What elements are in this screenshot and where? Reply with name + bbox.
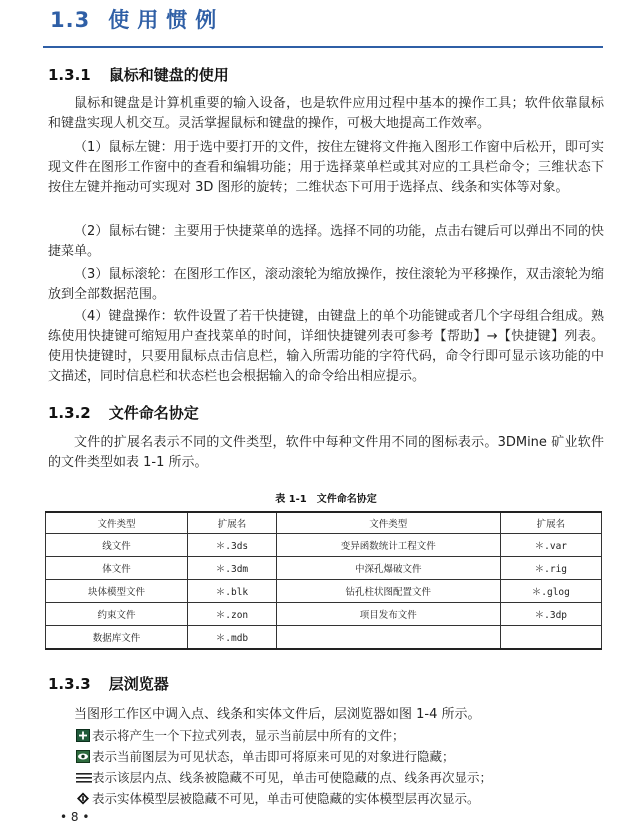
table-cell: 块体模型文件	[46, 580, 188, 603]
page-number: • 8 •	[60, 810, 90, 824]
table-cell	[276, 626, 500, 650]
table-row	[46, 580, 602, 603]
table-caption: 表 1-1 文件命名协定	[275, 494, 377, 505]
hidden-solid-icon	[76, 791, 90, 804]
table-cell: 数据库文件	[46, 626, 188, 650]
list-item-text: 表示将产生一个下拉式列表，显示当前层中所有的文件；	[92, 728, 405, 743]
paragraph-file-types: 文件的扩展名表示不同的文件类型，软件中每种文件用不同的图标表示。3DMine 矿业软件的文件类型如表 1-1 所示。	[48, 435, 604, 470]
list-item	[76, 726, 405, 746]
table-row	[46, 603, 602, 626]
subsection-number: 1.3.2	[48, 404, 91, 422]
hidden-lines-icon	[76, 770, 90, 783]
table-header-row	[46, 512, 602, 534]
paragraph-intro: 鼠标和键盘是计算机重要的输入设备，也是软件应用过程中基本的操作工具；软件依靠鼠标和键盘实现人机交互。灵活掌握鼠标和键盘的操作，可极大地提高工作效率。	[48, 96, 604, 131]
subsection-number: 1.3.1	[48, 66, 91, 84]
table-cell: 钻孔柱状图配置文件	[276, 580, 500, 603]
table-cell: 变异函数统计工程文件	[276, 534, 500, 557]
header-extension: 扩展名	[500, 512, 601, 534]
table-cell: 中深孔爆破文件	[276, 557, 500, 580]
list-item	[76, 747, 455, 767]
header-extension: 扩展名	[187, 512, 276, 534]
table-row	[46, 626, 602, 650]
section-number: 1.3	[50, 8, 91, 32]
paragraph-left-button: （1）鼠标左键：用于选中要打开的文件，按住左键将文件拖入图形工作窗中后松开，即可实现文件在图形工作窗中的查看和编辑功能；用于选择菜单栏或其对应的工具栏命令；三维状态下按住左键并拖动可实现对 3D 图形的旋转；二维状态下可用于选择点、线条和实体等对象。	[48, 140, 604, 195]
section-title: 使用惯例	[108, 8, 225, 32]
list-item	[76, 789, 480, 809]
table-cell: ＊.3dp	[500, 603, 601, 626]
table-cell: 体文件	[46, 557, 188, 580]
table-cell: ＊.rig	[500, 557, 601, 580]
paragraph-layer-browser: 当图形工作区中调入点、线条和实体文件后，层浏览器如图 1-4 所示。	[74, 707, 481, 722]
table-cell: ＊.3dm	[187, 557, 276, 580]
subsection-title: 文件命名协定	[108, 404, 199, 422]
eye-icon	[76, 749, 90, 762]
table-cell: ＊.mdb	[187, 626, 276, 650]
header-file-type: 文件类型	[46, 512, 188, 534]
table-cell	[500, 626, 601, 650]
table-cell: 线文件	[46, 534, 188, 557]
list-item-text: 表示实体模型层被隐藏不可见，单击可使隐藏的实体模型层再次显示。	[92, 791, 480, 806]
plus-box-icon	[76, 728, 90, 741]
list-item-text: 表示该层内点、线条被隐藏不可见，单击可使隐藏的点、线条再次显示；	[92, 770, 493, 785]
paragraph-right-button: （2）鼠标右键：主要用于快捷菜单的选择。选择不同的功能，点击右键后可以弹出不同的快捷菜单。	[48, 224, 604, 259]
paragraph-scroll-wheel: （3）鼠标滚轮：在图形工作区，滚动滚轮为缩放操作，按住滚轮为平移操作，双击滚轮为缩放到全部数据范围。	[48, 267, 604, 302]
table-cell: ＊.zon	[187, 603, 276, 626]
subsection-heading-mouse-keyboard	[48, 64, 229, 85]
file-extension-table	[45, 511, 602, 650]
subsection-number: 1.3.3	[48, 675, 91, 693]
subsection-title: 层浏览器	[108, 675, 169, 693]
table-cell: ＊.glog	[500, 580, 601, 603]
table-row	[46, 557, 602, 580]
table-cell: ＊.blk	[187, 580, 276, 603]
section-heading	[50, 4, 224, 34]
list-item	[76, 768, 492, 788]
heading-rule	[43, 46, 603, 48]
subsection-heading-layer-browser	[48, 673, 169, 694]
subsection-title: 鼠标和键盘的使用	[108, 66, 229, 84]
table-cell: ＊.var	[500, 534, 601, 557]
table-cell: 约束文件	[46, 603, 188, 626]
table-cell: 项目发布文件	[276, 603, 500, 626]
header-file-type: 文件类型	[276, 512, 500, 534]
table-row	[46, 534, 602, 557]
paragraph-keyboard: （4）键盘操作：软件设置了若干快捷键，由键盘上的单个功能键或者几个字母组合组成。熟练使用快捷键可缩短用户查找菜单的时间，详细快捷键列表可参考【帮助】→【快捷键】列表。使用快捷键时，只要用鼠标点击信息栏，输入所需功能的字符代码，命令行即可显示该功能的中文描述，同时信息栏和状态栏也会根据输入的命令给出相应提示。	[48, 309, 604, 384]
list-item-text: 表示当前图层为可见状态，单击即可将原来可见的对象进行隐藏；	[92, 749, 455, 764]
table-cell: ＊.3ds	[187, 534, 276, 557]
subsection-heading-file-naming	[48, 402, 199, 423]
